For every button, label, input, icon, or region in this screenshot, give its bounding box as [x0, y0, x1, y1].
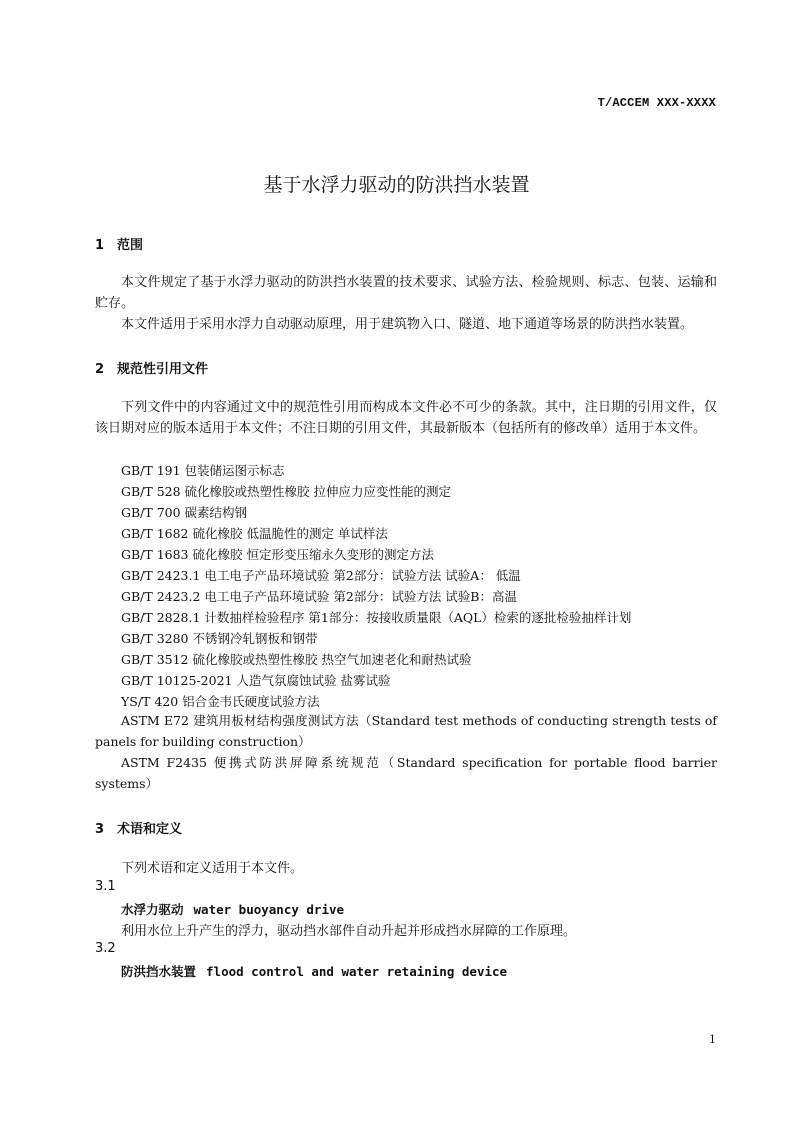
term-en: flood control and water retaining device	[206, 964, 508, 979]
reference-item-astm-f2435: ASTM F2435 便携式防洪屏障系统规范（Standard specification for portable flood barrier systems）	[95, 755, 717, 791]
term-heading	[121, 900, 344, 918]
page-number: 1	[709, 1033, 716, 1046]
reference-item: YS/T 420 铝合金韦氏硬度试验方法	[121, 694, 320, 709]
section-number: 2	[95, 362, 105, 377]
terms-intro: 下列术语和定义适用于本文件。	[121, 861, 304, 876]
section-title: 术语和定义	[117, 822, 183, 837]
scope-paragraph-1: 本文件规定了基于水浮力驱动的防洪挡水装置的技术要求、试验方法、检验规则、标志、包装、运输和贮存。	[95, 275, 717, 311]
section-number: 1	[95, 238, 105, 253]
reference-item: GB/T 3280 不锈钢冷轧钢板和钢带	[121, 631, 318, 646]
term-definition: 利用水位上升产生的浮力，驱动挡水部件自动升起并形成挡水屏障的工作原理。	[121, 924, 577, 939]
term-number: 3.2	[95, 941, 116, 956]
standard-code: T/ACCEM XXX-XXXX	[597, 96, 716, 110]
section-number: 3	[95, 822, 105, 837]
reference-item-astm-e72: ASTM E72 建筑用板材结构强度测试方法（Standard test methods of conducting strength tests of panels for building construction）	[95, 713, 717, 749]
normative-intro: 下列文件中的内容通过文中的规范性引用而构成本文件必不可少的条款。其中，注日期的引用文件，仅该日期对应的版本适用于本文件；不注日期的引用文件，其最新版本（包括所有的修改单）适用于本文件。	[95, 400, 717, 436]
term-en: water buoyancy drive	[193, 902, 345, 917]
term-zh: 防洪挡水装置	[121, 964, 197, 979]
section-heading-terms	[95, 818, 182, 837]
section-heading-scope	[95, 234, 143, 253]
reference-item: GB/T 10125-2021 人造气氛腐蚀试验 盐雾试验	[121, 673, 391, 688]
reference-item: GB/T 3512 硫化橡胶或热塑性橡胶 热空气加速老化和耐热试验	[121, 652, 472, 667]
reference-item: GB/T 700 碳素结构钢	[121, 505, 248, 520]
term-number: 3.1	[95, 879, 116, 894]
term-zh: 水浮力驱动	[121, 902, 184, 917]
reference-item: GB/T 528 硫化橡胶或热塑性橡胶 拉伸应力应变性能的测定	[121, 484, 451, 499]
reference-item: GB/T 191 包装储运图示标志	[121, 463, 285, 478]
reference-item: GB/T 2828.1 计数抽样检验程序 第1部分：按接收质量限（AQL）检索的逐批检验抽样计划	[121, 610, 632, 625]
reference-item: GB/T 1683 硫化橡胶 恒定形变压缩永久变形的测定方法	[121, 547, 434, 562]
term-heading	[121, 962, 507, 980]
reference-item: GB/T 2423.1 电工电子产品环境试验 第2部分：试验方法 试验A： 低温	[121, 568, 521, 583]
reference-item: GB/T 1682 硫化橡胶 低温脆性的测定 单试样法	[121, 526, 388, 541]
section-heading-normative	[95, 358, 208, 377]
reference-item: GB/T 2423.2 电工电子产品环境试验 第2部分：试验方法 试验B：高温	[121, 589, 517, 604]
section-title: 范围	[117, 238, 144, 253]
section-title: 规范性引用文件	[117, 362, 209, 377]
scope-paragraph-2: 本文件适用于采用水浮力自动驱动原理，用于建筑物入口、隧道、地下通道等场景的防洪挡水装置。	[121, 317, 694, 332]
document-title: 基于水浮力驱动的防洪挡水装置	[263, 174, 530, 196]
